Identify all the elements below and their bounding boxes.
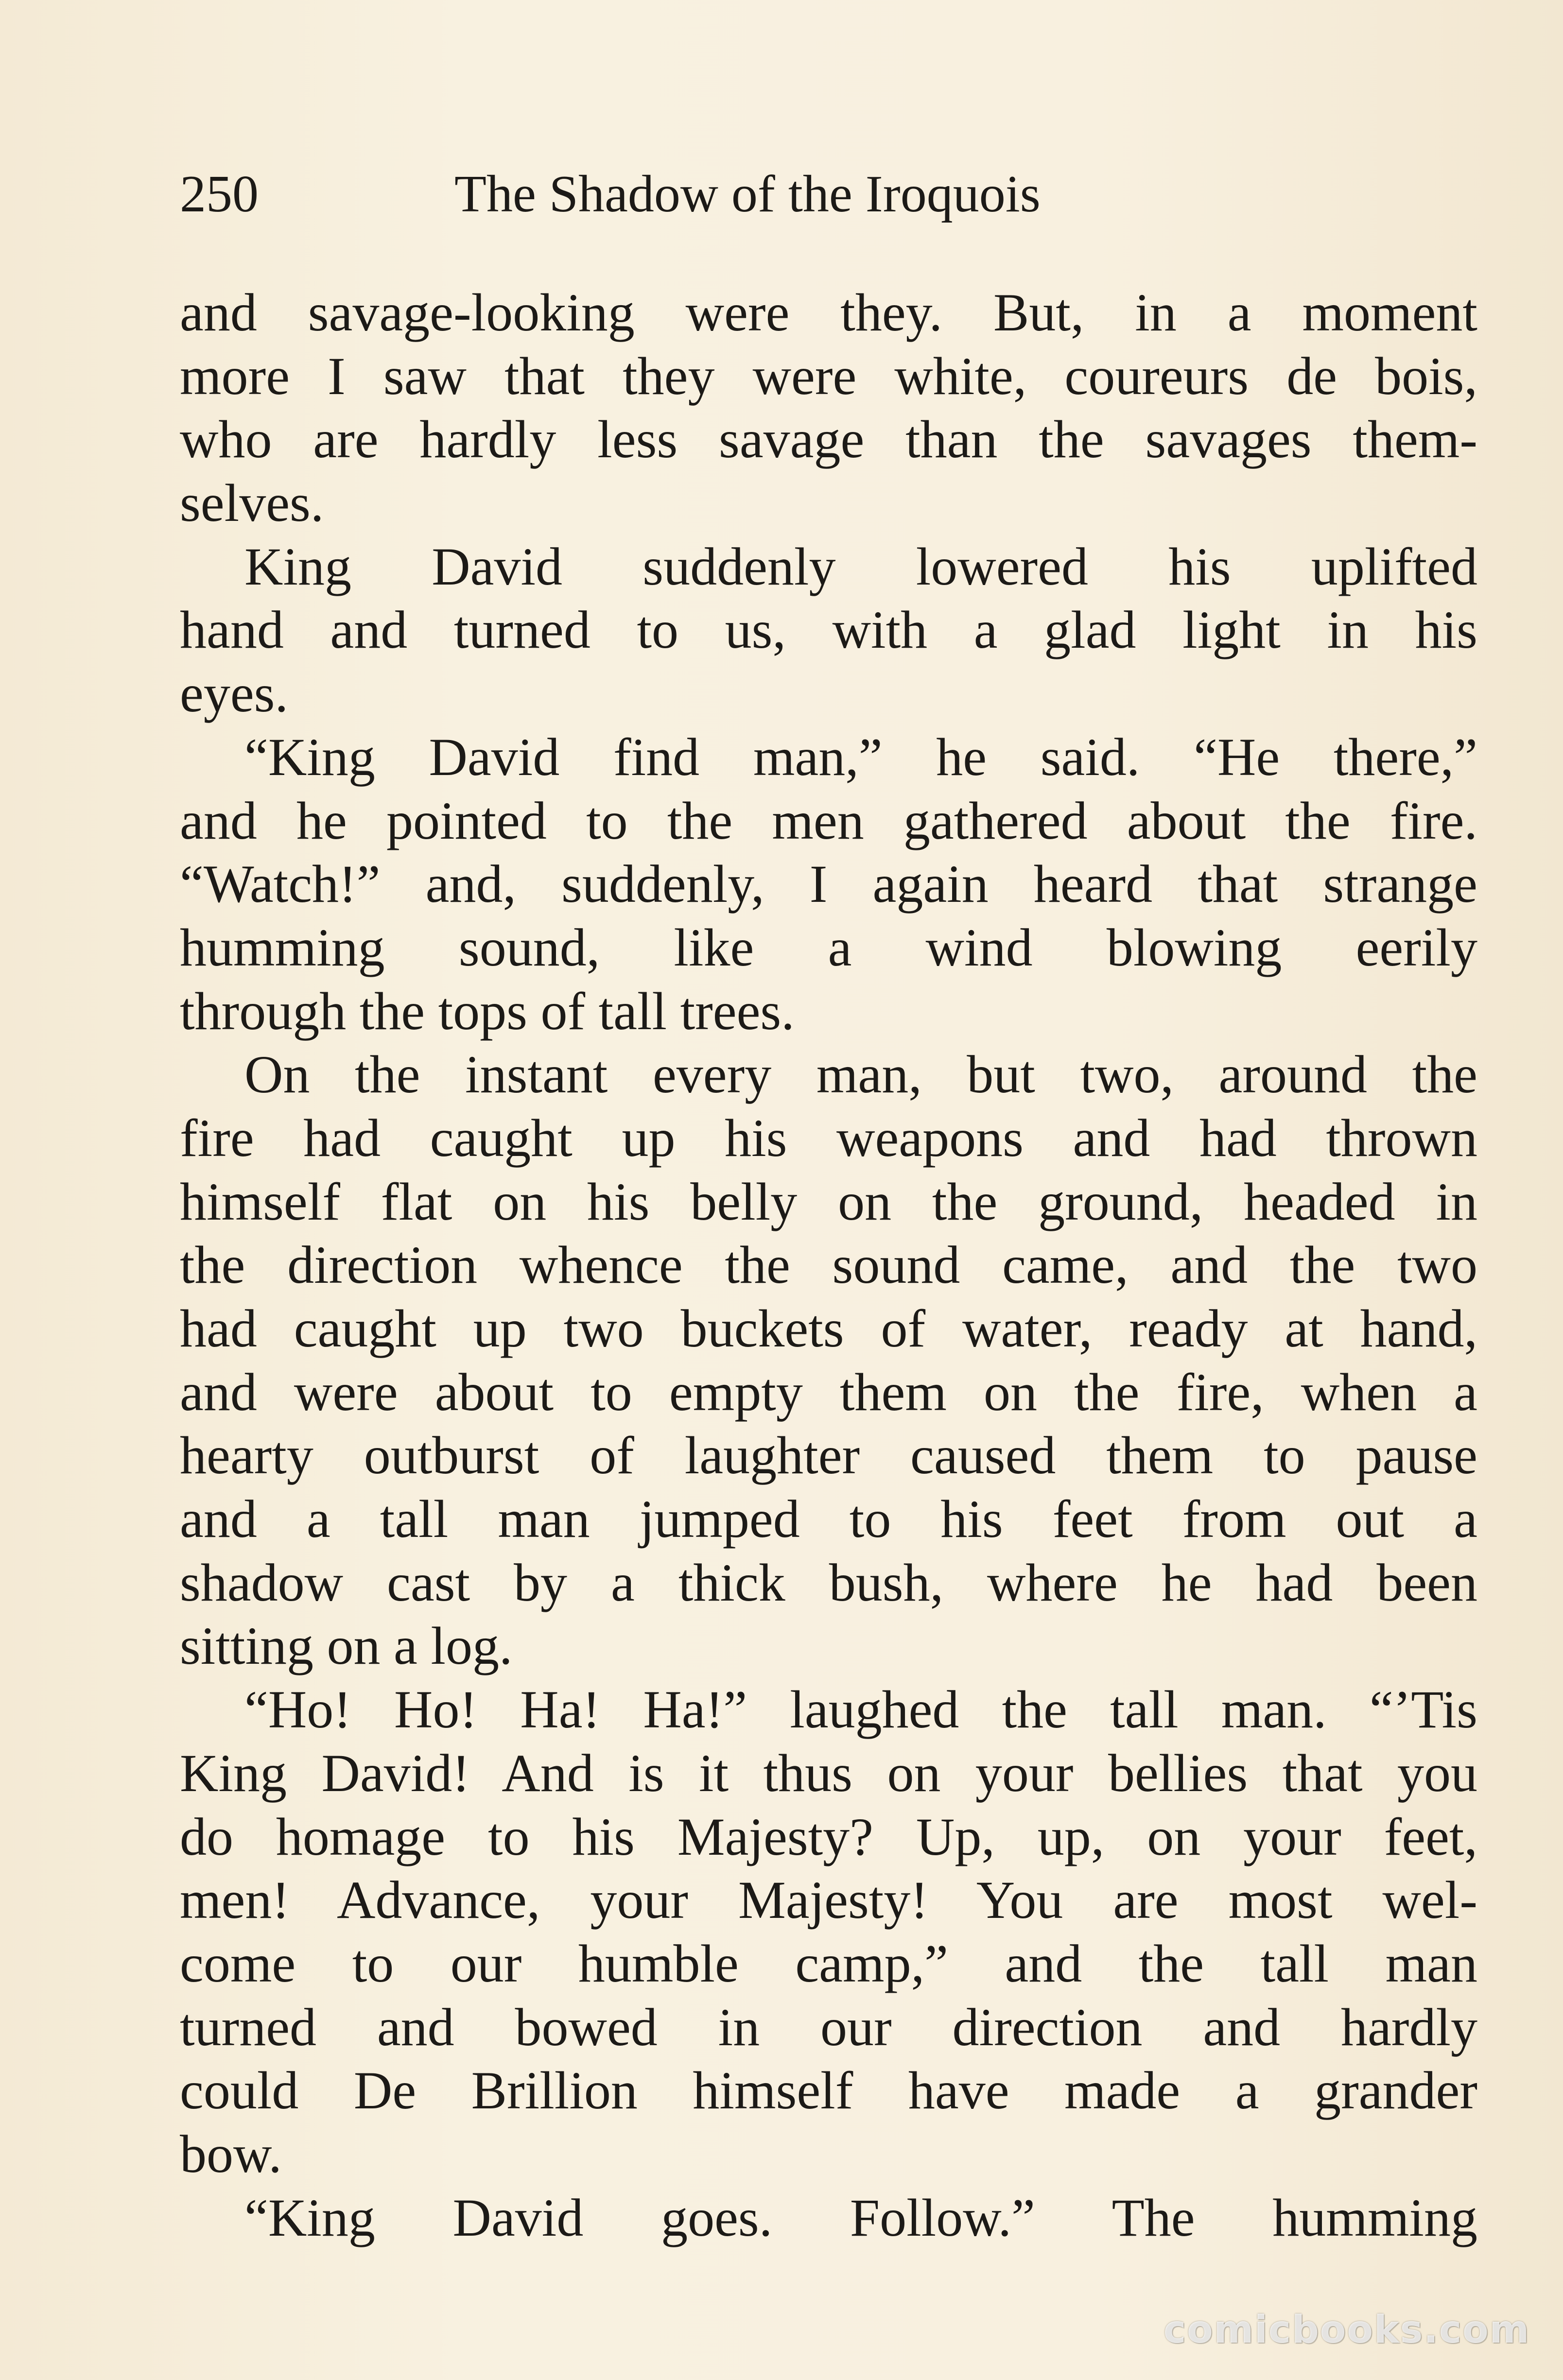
text-line: shadow cast by a thick bush, where he had been — [180, 1552, 1477, 1612]
text-line: do homage to his Majesty? Up, up, on your feet, — [180, 1807, 1477, 1866]
text-line: sitting on a log. — [180, 1616, 513, 1676]
text-line: and a tall man jumped to his feet from out a — [180, 1489, 1477, 1549]
text-line: men! Advance, your Majesty! You are most wel- — [180, 1870, 1477, 1930]
text-line: had caught up two buckets of water, ready at hand, — [180, 1299, 1477, 1358]
text-line: the direction whence the sound came, and the two — [180, 1235, 1477, 1295]
text-line: King David! And is it thus on your bellies that you — [180, 1743, 1477, 1803]
text-line: King David suddenly lowered his uplifted — [244, 536, 1477, 596]
running-title: The Shadow of the Iroquois — [454, 165, 1041, 223]
text-line: hearty outburst of laughter caused them to pause — [180, 1426, 1477, 1485]
text-line: “Watch!” and, suddenly, I again heard that strange — [180, 854, 1477, 914]
watermark: comicbooks.com — [1163, 2308, 1530, 2352]
text-line: and savage-looking were they. But, in a moment — [180, 283, 1477, 342]
text-line: fire had caught up his weapons and had thrown — [180, 1108, 1477, 1168]
text-line: more I saw that they were white, coureurs de bois, — [180, 346, 1477, 406]
page-number: 250 — [180, 165, 259, 223]
text-line: hand and turned to us, with a glad light in his — [180, 600, 1477, 660]
text-line: On the instant every man, but two, around the — [244, 1045, 1477, 1104]
text-line: could De Brillion himself have made a grander — [180, 2061, 1477, 2121]
text-line: and he pointed to the men gathered about the fire. — [180, 791, 1477, 850]
text-line: selves. — [180, 473, 324, 533]
text-line: “Ho! Ho! Ha! Ha!” laughed the tall man. “’Tis — [244, 1680, 1477, 1740]
text-line: “King David find man,” he said. “He there,” — [244, 727, 1477, 787]
text-line: and were about to empty them on the fire, when a — [180, 1362, 1477, 1422]
text-line: bow. — [180, 2124, 282, 2184]
body-text — [180, 281, 1477, 2249]
text-line: come to our humble camp,” and the tall man — [180, 1933, 1477, 1993]
text-line: humming sound, like a wind blowing eerily — [180, 917, 1477, 977]
running-header — [180, 155, 1473, 233]
text-line: “King David goes. Follow.” The humming — [244, 2188, 1477, 2247]
text-line: who are hardly less savage than the savages them- — [180, 410, 1477, 469]
text-line: through the tops of tall trees. — [180, 981, 795, 1041]
text-line: turned and bowed in our direction and hardly — [180, 1997, 1477, 2057]
text-line: eyes. — [180, 664, 288, 724]
text-line: himself flat on his belly on the ground, headed in — [180, 1172, 1477, 1231]
